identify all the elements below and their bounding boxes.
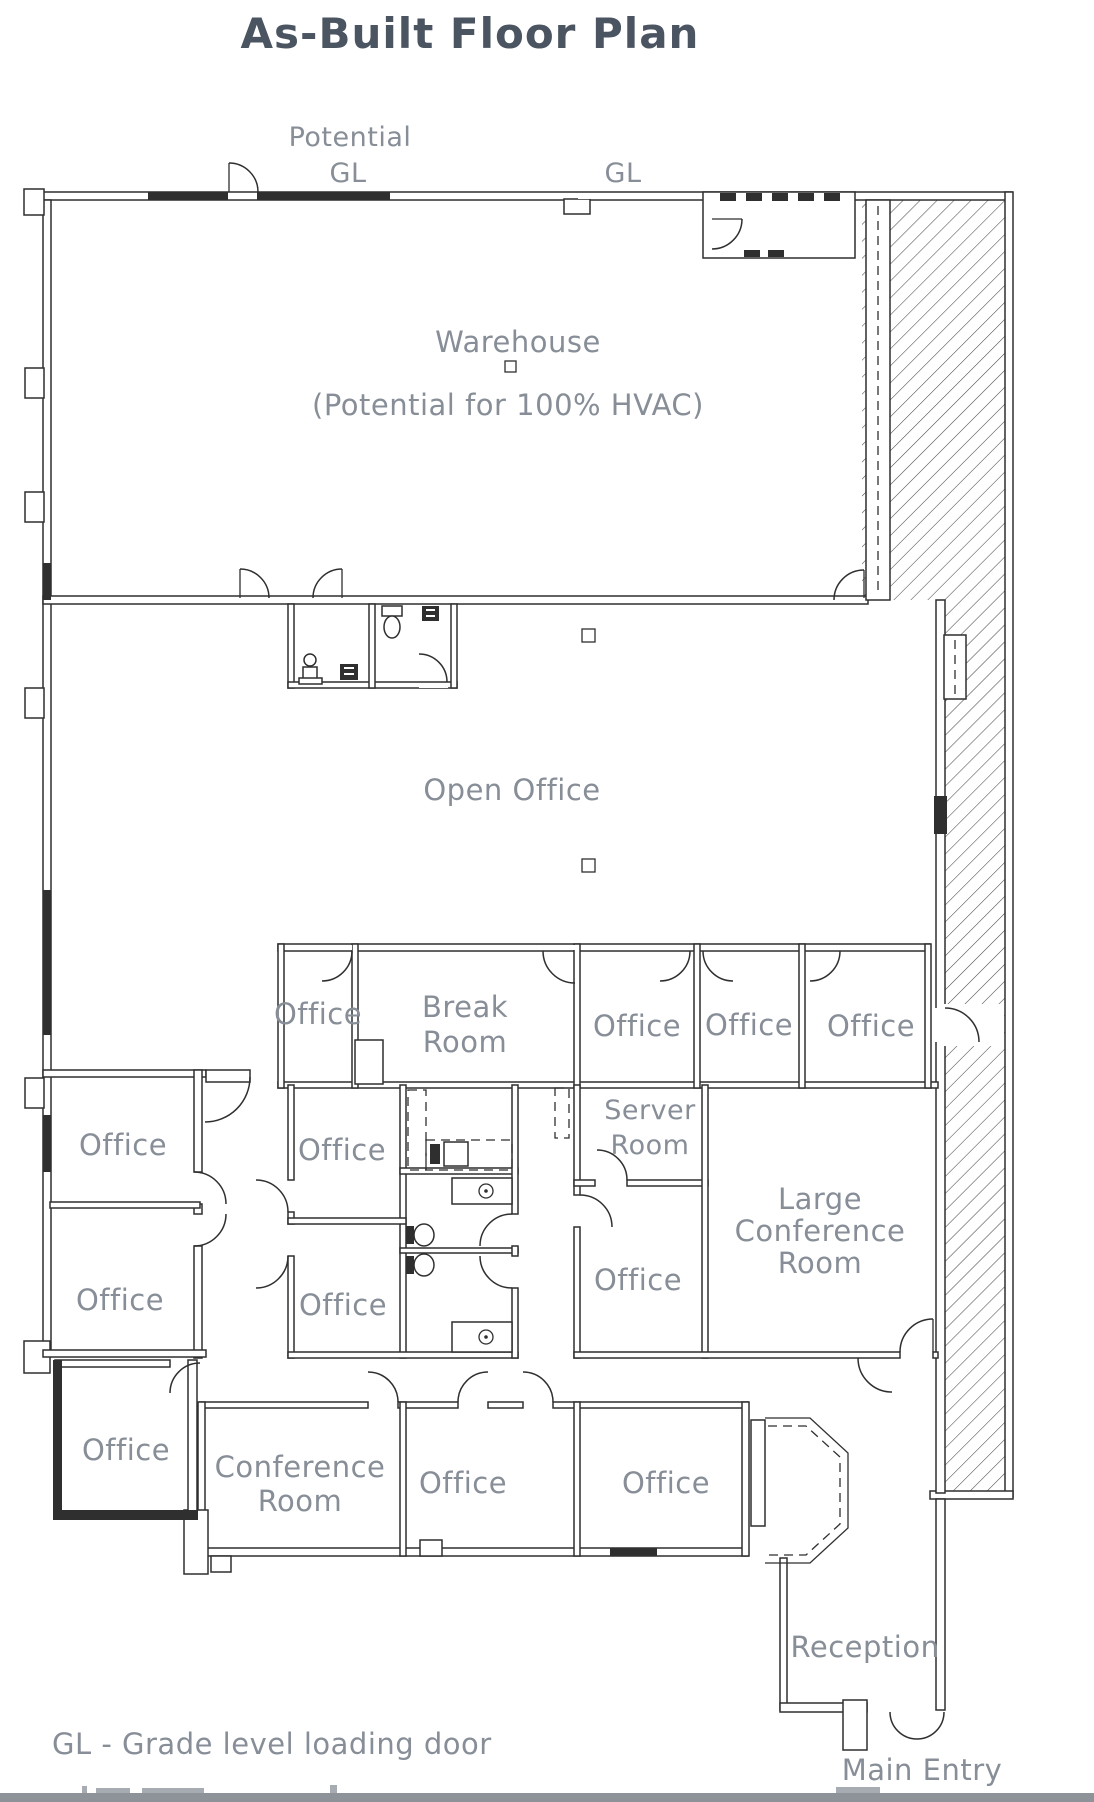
main-entry-label: Main Entry	[841, 1753, 1003, 1787]
room-label-conference-line1: Conference	[214, 1450, 386, 1484]
gl-label: GL	[604, 158, 642, 189]
sink-counter-icon	[452, 1178, 512, 1204]
room-label-break-room-line2: Room	[422, 1025, 508, 1059]
room-label-warehouse-note: (Potential for 100% HVAC)	[312, 388, 704, 422]
room-label-office: Office	[621, 1466, 711, 1500]
room-label-large-conference-line1: Large	[777, 1182, 863, 1216]
room-label-office: Office	[298, 1288, 388, 1322]
potential-gl-label-line1: Potential	[288, 122, 412, 153]
toilet-icon	[299, 654, 322, 684]
room-label-office: Office	[592, 1009, 682, 1043]
column-marker	[582, 859, 595, 872]
room-label-office: Office	[75, 1283, 165, 1317]
room-label-server-room-line2: Room	[610, 1130, 690, 1161]
room-label-large-conference-line2: Conference	[734, 1214, 906, 1248]
toilet-icon	[406, 1254, 434, 1276]
room-label-open-office: Open Office	[423, 773, 601, 807]
room-label-office: Office	[593, 1263, 683, 1297]
toilet-icon	[382, 606, 402, 638]
room-label-break-room-line1: Break	[421, 990, 509, 1024]
sink-counter-icon	[452, 1322, 512, 1352]
room-label-office: Office	[418, 1466, 508, 1500]
room-label-office: Office	[78, 1128, 168, 1162]
legend-text: GL - Grade level loading door	[52, 1727, 492, 1761]
column-marker	[582, 629, 595, 642]
room-label-reception: Reception	[790, 1630, 940, 1664]
sink-icon	[340, 664, 358, 680]
toilet-icon	[406, 1224, 434, 1246]
column-marker	[505, 361, 516, 372]
room-label-conference-line2: Room	[257, 1484, 343, 1518]
room-label-office: Office	[297, 1133, 387, 1167]
entry-bay-vestibule	[765, 1418, 848, 1563]
potential-gl-label-line2: GL	[329, 158, 367, 189]
break-room-counter	[355, 1040, 383, 1084]
room-label-office: Office	[81, 1433, 171, 1467]
room-label-warehouse: Warehouse	[435, 325, 601, 359]
kitchenette-counter	[408, 1088, 569, 1170]
room-label-office: Office	[704, 1008, 794, 1042]
page-title: As-Built Floor Plan	[240, 9, 700, 58]
footer-crop-bar	[0, 1785, 1094, 1802]
room-label-office: Office	[273, 997, 363, 1031]
sink-icon	[422, 606, 439, 621]
room-label-office: Office	[826, 1009, 916, 1043]
room-label-server-room-line1: Server	[604, 1095, 696, 1126]
fixtures-layer	[299, 361, 595, 1352]
room-label-large-conference-line3: Room	[777, 1246, 863, 1280]
